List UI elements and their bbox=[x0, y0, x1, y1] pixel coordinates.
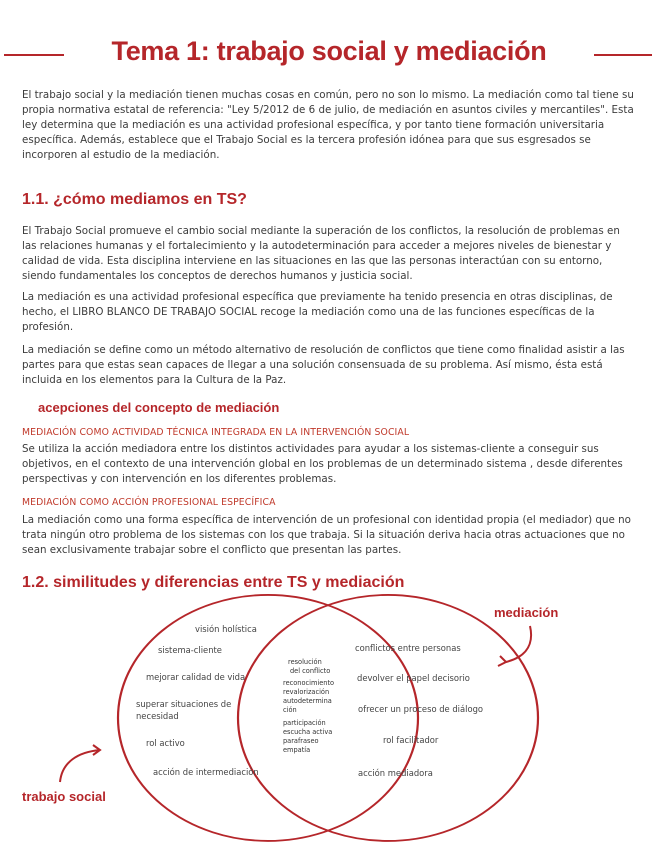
title-rule-right bbox=[594, 54, 652, 56]
caption-2: MEDIACIÓN COMO ACCIÓN PROFESIONAL ESPECÍFICA bbox=[22, 497, 276, 508]
label-trabajo-social: trabajo social bbox=[22, 789, 106, 804]
title-rule-left bbox=[4, 54, 64, 56]
caption-1-text: Se utiliza la acción mediadora entre los distintos actividades para ayudar a los sistemas-cliente a conseguir sus objetivos, en el contexto de una intervención global en los problemas de un determinado sistema , desde diferentes perspectivas y con intervención en los diferentes problemas. bbox=[22, 443, 623, 485]
venn-diagram bbox=[0, 590, 656, 848]
caption-2-text: La mediación como una forma específica de intervención de un profesional con identidad propia (el mediador) que no trata ningún otro problema de los sistemas con los que trabaja. Si la situación deriva hacia otras actuaciones que no sean exclusivamente trabajar sobre el conflicto que presentan las partes. bbox=[22, 514, 631, 556]
label-mediacion: mediación bbox=[494, 605, 559, 620]
section1-paragraph-1: El Trabajo Social promueve el cambio social mediante la superación de los conflictos, la resolución de problemas en las relaciones humanas y el fortalecimiento y la autodeterminación para acceder a mejores niveles de bienestar y calidad de vida. Esta disciplina interviene en las situaciones en las que las personas interactúan con su entorno, siendo fundamentales los conceptos de derechos humanos y justicia social. bbox=[22, 225, 620, 282]
right-item: ofrecer un proceso de diálogo bbox=[358, 704, 484, 714]
caption-1: MEDIACIÓN COMO ACTIVIDAD TÉCNICA INTEGRADA EN LA INTERVENCIÓN SOCIAL bbox=[22, 427, 410, 438]
title-bar bbox=[0, 36, 656, 70]
right-item: rol facilitador bbox=[383, 735, 439, 745]
right-item: acción mediadora bbox=[358, 768, 433, 778]
center-item: escucha activa bbox=[283, 728, 333, 736]
section-heading-1: 1.1. ¿cómo mediamos en TS? bbox=[22, 191, 247, 208]
left-item: mejorar calidad de vida bbox=[146, 672, 246, 682]
left-item: visión holística bbox=[195, 624, 257, 634]
arrow-head-mediacion bbox=[498, 656, 506, 666]
section1-paragraph-2: La mediación es una actividad profesional específica que previamente ha tenido presencia en otras disciplinas, de hecho, el LIBRO BLANCO DE TRABAJO SOCIAL recoge la mediación como una de las funciones específicas de la profesión. bbox=[22, 291, 613, 333]
right-item: devolver el papel decisorio bbox=[357, 673, 470, 683]
subheading-acepciones: acepciones del concepto de mediación bbox=[38, 400, 280, 415]
center-item: autodetermina bbox=[283, 697, 332, 705]
center-item: empatía bbox=[283, 746, 311, 754]
section1-paragraph-3: La mediación se define como un método alternativo de resolución de conflictos que tiene como finalidad asistir a las partes para que estas sean capaces de llegar a una solución consensuada de su problema. Así mismo, ésta está incluida en los elementos para la Cultura de la Paz. bbox=[22, 344, 625, 386]
section-heading-2: 1.2. similitudes y diferencias entre TS y mediación bbox=[22, 574, 405, 591]
center-item: reconocimiento bbox=[283, 679, 335, 687]
center-item: participación bbox=[283, 719, 326, 727]
left-item: necesidad bbox=[136, 711, 179, 721]
venn-circle-right bbox=[238, 595, 538, 841]
center-item: del conflicto bbox=[290, 667, 331, 675]
center-item: resolución bbox=[288, 658, 322, 666]
left-item: superar situaciones de bbox=[136, 699, 232, 709]
center-item: ción bbox=[283, 706, 297, 714]
center-item: parafraseo bbox=[283, 737, 319, 745]
center-item: revalorización bbox=[283, 688, 330, 696]
left-item: acción de intermediación bbox=[153, 767, 259, 777]
page-title: Tema 1: trabajo social y mediación bbox=[111, 36, 547, 66]
right-item: conflictos entre personas bbox=[355, 643, 461, 653]
left-item: sistema-cliente bbox=[158, 645, 222, 655]
arrow-mediacion bbox=[506, 626, 531, 662]
left-item: rol activo bbox=[146, 738, 185, 748]
intro-paragraph: El trabajo social y la mediación tienen muchas cosas en común, pero no son lo mismo. La mediación como tal tiene su propia normativa estatal de referencia: "Ley 5/2012 de 6 de julio, de mediación en asuntos civiles y mercantiles". Esta ley determina que la mediación es una actividad profesional específica, y por tanto tiene formación universitaria específica. Además, establece que el Trabajo Social es la tercera profesión idónea para que sus esgresados se incorporen al estudio de la mediación. bbox=[22, 89, 634, 161]
